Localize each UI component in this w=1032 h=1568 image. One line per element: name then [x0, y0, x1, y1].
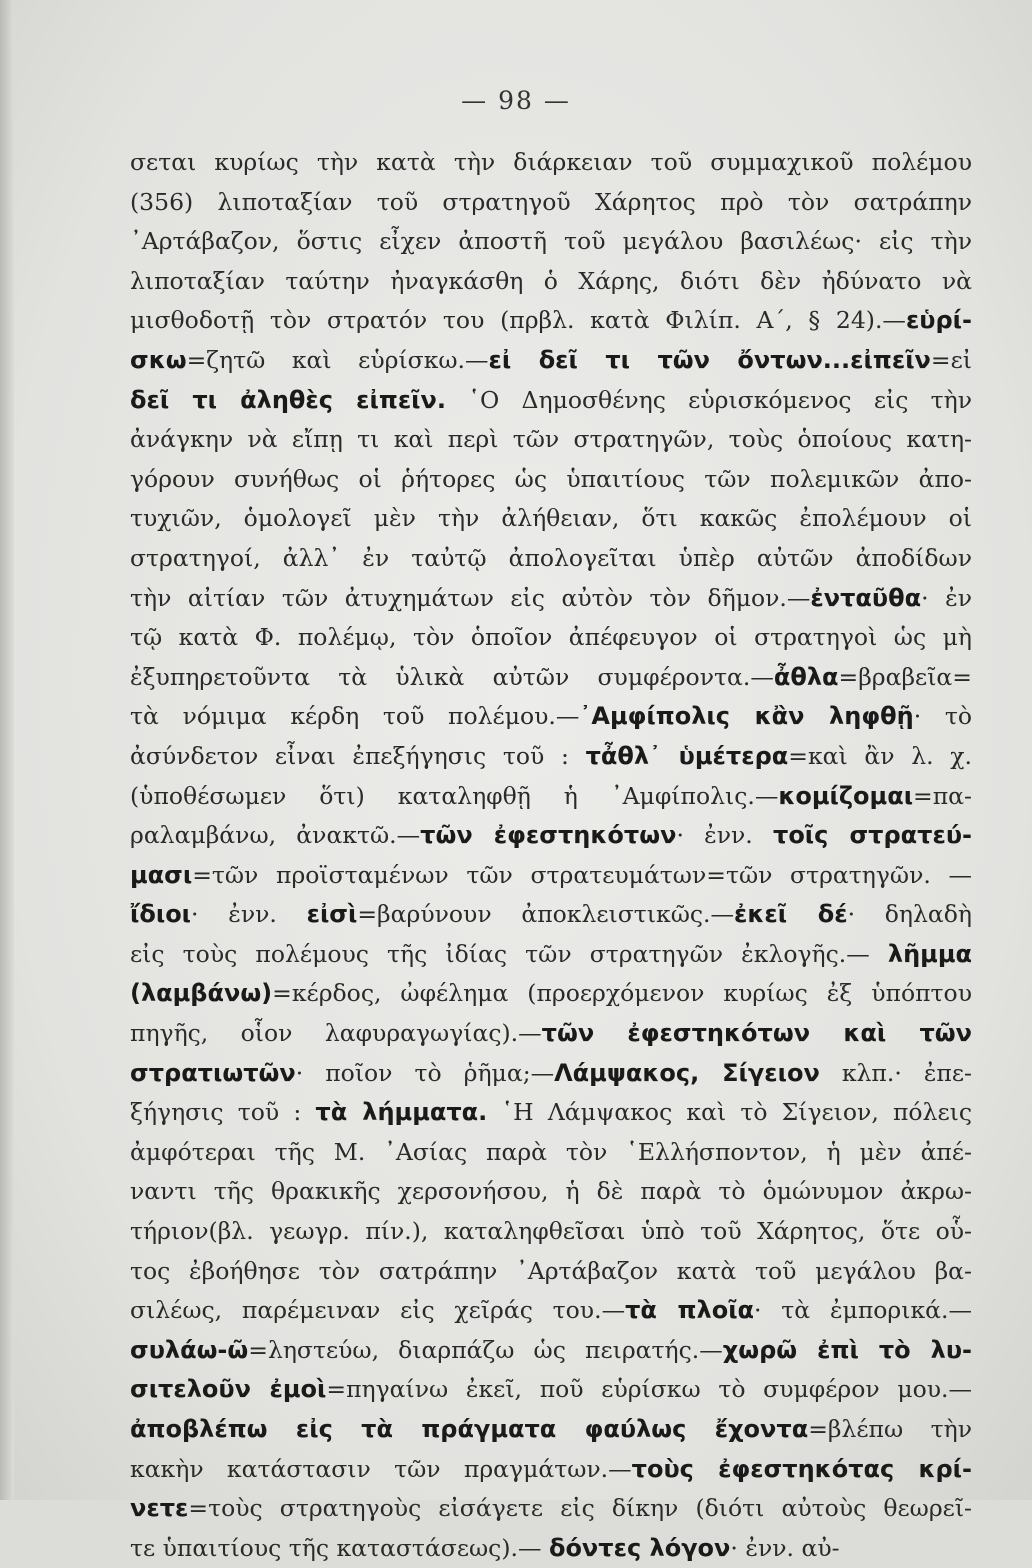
- text-line: [130, 618, 972, 658]
- text-segment: ἐξυπηρετοῦντα τὰ ὑλικὰ αὐτῶν συμφέροντα.—: [130, 662, 774, 691]
- text-line: [130, 222, 972, 262]
- bold-term: ᾿Αμφίπολις κἂν ληφθῇ: [579, 702, 914, 731]
- text-segment: σεται κυρίως τὴν κατὰ τὴν διάρκειαν τοῦ συμμαχικοῦ πολέμου: [130, 148, 972, 176]
- text-segment: ἀσύνδετον εἶναι ἐπεξήγησις τοῦ :: [130, 741, 586, 770]
- bold-term: σιτελοῦν ἐμοὶ: [130, 1375, 327, 1404]
- text-line: [130, 301, 972, 341]
- text-segment: ναντι τῆς θρακικῆς χερσονήσου, ἡ δὲ παρὰ τὸ ὁμώνυμον ἀκρω-: [130, 1177, 972, 1206]
- text-line: [130, 777, 972, 817]
- bold-term: τοῖς στρατεύ-: [773, 821, 973, 850]
- text-segment: =κέρδος, ὠφέλημα (προερχόμενον κυρίως ἐξ ὑπόπτου: [272, 979, 972, 1008]
- text-segment: ῾Η Λάμψακος καὶ τὸ Σίγειον, πόλεις: [487, 1098, 972, 1127]
- text-segment: ἀμφότεραι τῆς Μ. ᾿Ασίας παρὰ τὸν ῾Ελλήσποντον, ἡ μὲν ἀπέ-: [130, 1137, 972, 1166]
- text-segment: =βραβεῖα=: [838, 662, 972, 691]
- text-line: [130, 499, 972, 539]
- bold-term: νετε: [130, 1494, 189, 1523]
- bold-term: εὑρί-: [905, 306, 972, 335]
- text-line: [130, 1291, 972, 1331]
- text-line: [130, 816, 972, 856]
- text-segment: τῷ κατὰ Φ. πολέμῳ, τὸν ὁποῖον ἀπέφευγον οἱ στρατηγοὶ ὡς μὴ: [130, 623, 972, 652]
- text-segment: ξήγησις τοῦ :: [130, 1098, 316, 1127]
- text-segment: =πα-: [913, 781, 972, 810]
- text-line: [130, 895, 972, 935]
- text-line: [130, 974, 972, 1014]
- text-line: [130, 381, 972, 421]
- text-segment: =βαρύνουν ἀποκλειστικῶς.—: [357, 900, 734, 929]
- text-segment: κακὴν κατάστασιν τῶν πραγμάτων.—: [130, 1454, 632, 1483]
- bold-term: χωρῶ ἐπὶ τὸ λυ-: [722, 1335, 972, 1364]
- text-line: [130, 1172, 972, 1212]
- text-line: [130, 143, 972, 183]
- text-segment: τήριον(βλ. γεωγρ. πίν.), καταληφθεῖσαι ὑπὸ τοῦ Χάρητος, ὅτε οὗ-: [130, 1217, 972, 1246]
- text-line: [130, 1489, 972, 1529]
- text-segment: · δηλαδὴ: [847, 900, 972, 929]
- text-line: [130, 737, 972, 777]
- text-line: [130, 1014, 972, 1054]
- text-segment: · τὸ: [913, 702, 973, 731]
- text-line: [130, 856, 972, 896]
- text-line: [130, 1093, 972, 1133]
- text-segment: τὰ νόμιμα κέρδη τοῦ πολέμου.—: [130, 702, 580, 731]
- text-segment: =ζητῶ καὶ εὑρίσκω.—: [186, 345, 489, 374]
- text-line: [130, 1370, 972, 1410]
- text-line: [130, 183, 972, 223]
- text-segment: ᾿Αρτάβαζον, ὅστις εἶχεν ἀποστῆ τοῦ μεγάλου βασιλέως· εἰς τὴν: [130, 227, 972, 256]
- text-segment: γόρουν συνήθως οἱ ῥήτορες ὡς ὑπαιτίους τῶν πολεμικῶν ἀπο-: [130, 464, 972, 493]
- text-line: [130, 460, 972, 500]
- text-line: [130, 579, 972, 619]
- text-segment: · ποῖον τὸ ῥῆμα;—: [295, 1058, 555, 1087]
- bold-term: σκω: [130, 345, 187, 374]
- bold-term: ἴδιοι: [130, 900, 192, 929]
- bold-term: τὰ πλοῖα: [625, 1296, 755, 1325]
- text-segment: σιλέως, παρέμειναν εἰς χεῖράς του.—: [130, 1296, 626, 1325]
- text-segment: εἰς τοὺς πολέμους τῆς ἰδίας τῶν στρατηγῶν ἐκλογῆς.—: [130, 939, 888, 968]
- text-segment: στρατηγοί, ἀλλ᾿ ἐν ταὐτῷ ἀπολογεῖται ὑπὲρ αὐτῶν ἀποδίδων: [130, 543, 972, 572]
- bold-term: ἐκεῖ δέ: [734, 900, 848, 929]
- text-line: [130, 1529, 972, 1568]
- text-segment: =βλέπω τὴν: [808, 1415, 972, 1443]
- page-body-text: [130, 143, 972, 1568]
- text-segment: (356) λιποταξίαν τοῦ στρατηγοῦ Χάρητος πρὸ τὸν σατράπην: [130, 187, 972, 216]
- text-line: [130, 420, 972, 460]
- text-segment: κλπ.· ἐπε-: [819, 1058, 972, 1087]
- text-segment: τος ἐβοήθησε τὸν σατράπην ᾿Αρτάβαζον κατὰ τοῦ μεγάλου βα-: [130, 1256, 972, 1285]
- text-line: [130, 697, 972, 737]
- bold-term: Λάμψακος, Σίγειον: [554, 1058, 820, 1087]
- text-line: [130, 935, 972, 975]
- text-line: [130, 1450, 972, 1490]
- text-segment: πηγῆς, οἷον λαφυραγωγίας).—: [130, 1019, 542, 1048]
- bold-term: δεῖ τι ἀληθὲς εἰπεῖν.: [130, 385, 447, 414]
- text-line: [130, 539, 972, 579]
- text-segment: (ὑποθέσωμεν ὅτι) καταληφθῇ ἡ ᾿Αμφίπολις.—: [130, 781, 779, 810]
- page-edge-shadow: [0, 0, 14, 1500]
- text-line: [130, 1410, 972, 1450]
- text-segment: · ἐνν.: [191, 900, 307, 929]
- bold-term: δόντες λόγον: [548, 1533, 731, 1562]
- bold-term: ἀποβλέπω εἰς τὰ πράγματα φαύλως ἔχοντα: [130, 1415, 809, 1443]
- bold-term: συλάω-ῶ: [130, 1335, 249, 1364]
- text-line: [130, 341, 972, 381]
- text-segment: · τὰ ἐμπορικά.—: [754, 1296, 972, 1325]
- text-line: [130, 1212, 972, 1252]
- text-line: [130, 658, 972, 698]
- text-segment: =εἰ: [930, 345, 972, 374]
- text-segment: ἀνάγκην νὰ εἴπῃ τι καὶ περὶ τῶν στρατηγῶν, τοὺς ὁποίους κατη-: [130, 425, 972, 454]
- text-segment: =ληστεύω, διαρπάζω ὡς πειρατής.—: [248, 1335, 723, 1364]
- text-segment: τε ὑπαιτίους τῆς καταστάσεως).—: [130, 1533, 549, 1562]
- text-line: [130, 262, 972, 302]
- text-segment: τυχιῶν, ὁμολογεῖ μὲν τὴν ἀλήθειαν, ὅτι κακῶς ἐπολέμουν οἱ: [130, 504, 972, 533]
- bold-term: μασι: [130, 860, 193, 889]
- bold-term: (λαμβάνω): [130, 979, 273, 1008]
- text-segment: τὴν αἰτίαν τῶν ἀτυχημάτων εἰς αὐτὸν τὸν δῆμον.—: [130, 583, 811, 612]
- bold-term: εἰσὶ: [306, 900, 358, 929]
- bold-term: τὰ λήμματα.: [315, 1098, 488, 1127]
- text-segment: ραλαμβάνω, ἀνακτῶ.—: [130, 821, 421, 850]
- bold-term: κομίζομαι: [778, 781, 914, 810]
- bold-term: τἆθλ᾿ ὑμέτερα: [585, 741, 789, 770]
- text-segment: · ἐν: [921, 583, 972, 612]
- bold-term: ἐνταῦθα: [810, 583, 922, 612]
- text-segment: · ἐνν.: [676, 821, 773, 850]
- text-line: [130, 1133, 972, 1173]
- bold-term: τῶν ἐφεστηκότων: [420, 821, 677, 850]
- text-segment: · ἐνν. αὐ-: [730, 1533, 840, 1562]
- bold-term: τοὺς ἐφεστηκότας κρί-: [631, 1454, 972, 1483]
- text-line: [130, 1252, 972, 1292]
- text-segment: =τῶν προϊσταμένων τῶν στρατευμάτων=τῶν στρατηγῶν. —: [192, 860, 972, 889]
- bold-term: στρατιωτῶν: [130, 1058, 296, 1087]
- page-number: — 98 —: [461, 86, 571, 115]
- text-line: [130, 1331, 972, 1371]
- text-segment: =καὶ ἂν λ. χ.: [788, 741, 973, 770]
- text-segment: μισθοδοτῇ τὸν στρατόν του (πρβλ. κατὰ Φιλίπ. Α΄, § 24).—: [130, 306, 906, 335]
- bold-term: εἰ δεῖ τι τῶν ὄντων...εἰπεῖν: [488, 345, 931, 374]
- bold-term: λῆμμα: [887, 939, 972, 968]
- text-line: [130, 1054, 972, 1094]
- bold-term: τῶν ἐφεστηκότων καὶ τῶν: [541, 1019, 972, 1048]
- text-segment: ῾Ο Δημοσθένης εὑρισκόμενος εἰς τὴν: [446, 385, 973, 414]
- text-segment: λιποταξίαν ταύτην ἠναγκάσθη ὁ Χάρης, διότι δὲν ἠδύνατο νὰ: [130, 266, 972, 295]
- text-segment: =πηγαίνω ἐκεῖ, ποῦ εὑρίσκω τὸ συμφέρον μου.—: [326, 1375, 972, 1404]
- bold-term: ἆθλα: [773, 662, 839, 691]
- text-segment: =τοὺς στρατηγοὺς εἰσάγετε εἰς δίκην (διότι αὐτοὺς θεωρεῖ-: [188, 1494, 972, 1523]
